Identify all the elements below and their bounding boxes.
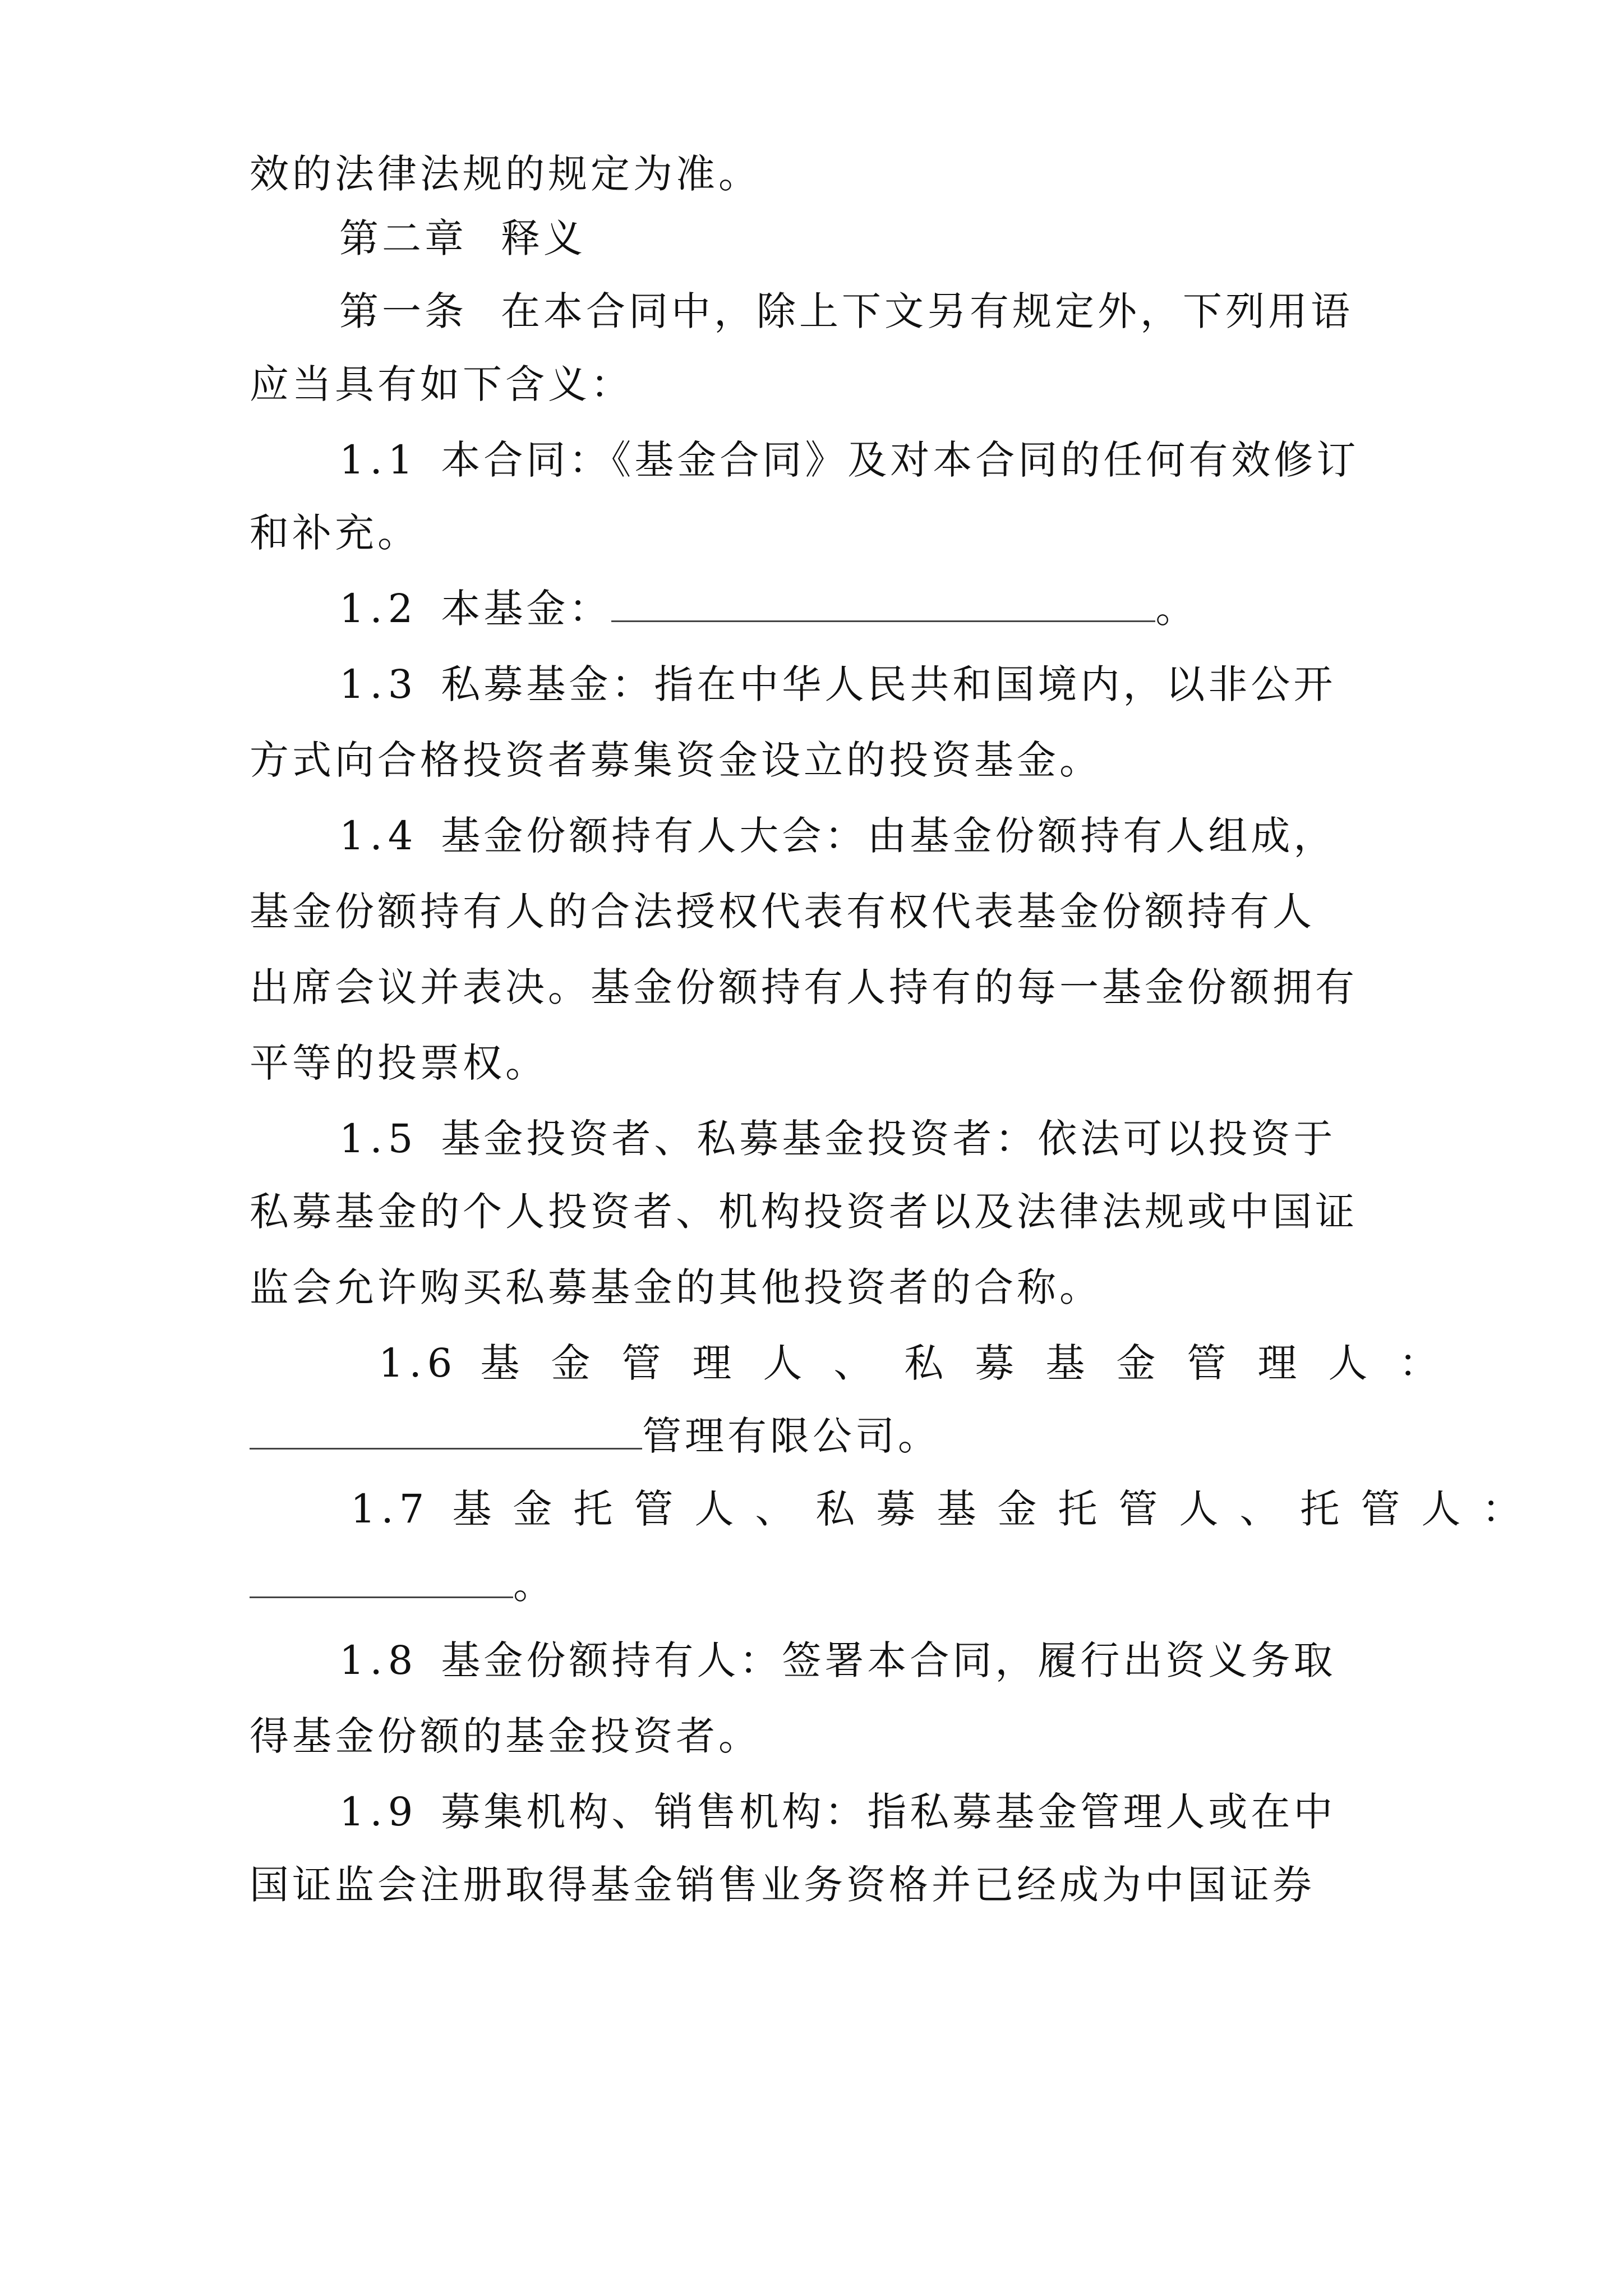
clause-number: 1.1	[339, 437, 419, 483]
clause-end: 管理有限公司。	[642, 1413, 940, 1459]
clause-end: 。	[513, 1562, 556, 1608]
clause-text: 基金托管人、私募基金托管人、托管人：	[452, 1486, 1543, 1532]
fill-in-blank	[250, 1559, 513, 1598]
clause-number: 1.5	[339, 1116, 419, 1162]
text: 国证监会注册取得基金销售业务资格并已经成为中国证券	[250, 1862, 1315, 1908]
clause-number: 1.9	[339, 1789, 419, 1835]
text: 监会允许购买私募基金的其他投资者的合称。	[250, 1264, 1102, 1310]
text: 得基金份额的基金投资者。	[250, 1713, 761, 1759]
clause-number: 1.7	[351, 1486, 430, 1532]
clause-text: 私募基金：指在中华人民共和国境内，以非公开	[441, 661, 1336, 707]
clause-number: 1.2	[339, 586, 419, 632]
text: 效的法律法规的规定为准。	[250, 151, 761, 197]
paragraph-line	[250, 1178, 1382, 1245]
paragraph-line	[250, 499, 1382, 567]
paragraph-line	[250, 1029, 1382, 1097]
clause-number: 1.8	[339, 1637, 419, 1683]
text: 方式向合格投资者募集资金设立的投资基金。	[250, 737, 1102, 783]
definition-line	[250, 1329, 1470, 1397]
text: 和补充。	[250, 510, 420, 556]
paragraph-line	[250, 726, 1382, 794]
definition-line	[250, 426, 1472, 494]
paragraph-line	[250, 351, 1382, 418]
clause-text: 基金投资者、私募基金投资者：依法可以投资于	[441, 1116, 1336, 1162]
definition-line	[250, 651, 1472, 718]
paragraph-line	[250, 954, 1382, 1021]
paragraph-line	[250, 1254, 1382, 1321]
clause-text: 本基金：	[441, 586, 612, 632]
paragraph-line	[250, 140, 1382, 208]
definition-line	[250, 1475, 1543, 1543]
paragraph-line	[250, 878, 1382, 945]
definition-line	[250, 1627, 1472, 1694]
definition-line	[250, 1105, 1472, 1172]
text: 应当具有如下含义：	[250, 361, 633, 407]
fill-in-blank	[250, 1411, 642, 1450]
fill-in-blank	[611, 583, 1155, 622]
paragraph-line	[250, 1551, 1382, 1618]
clause-text: 募集机构、销售机构：指私募基金管理人或在中	[441, 1789, 1336, 1835]
article-heading-line	[250, 278, 1472, 345]
text: 基金份额持有人的合法授权代表有权代表基金份额持有人	[250, 889, 1315, 935]
text: 出席会议并表决。基金份额持有人持有的每一基金份额拥有	[250, 964, 1358, 1010]
chapter-title: 释义	[501, 215, 586, 261]
text: 私募基金的个人投资者、机构投资者以及法律法规或中国证	[250, 1189, 1358, 1235]
text: 平等的投票权。	[250, 1040, 548, 1086]
clause-text: 本合同：《基金合同》及对本合同的任何有效修订	[441, 437, 1359, 483]
paragraph-line	[250, 1851, 1382, 1918]
chapter-heading	[250, 205, 1472, 272]
clause-text: 基金管理人、私募基金管理人：	[480, 1340, 1470, 1386]
article-number: 第一条	[339, 288, 467, 334]
paragraph-line	[250, 1402, 1382, 1470]
clause-number: 1.6	[379, 1340, 458, 1386]
document-page	[250, 0, 1543, 2296]
definition-line	[250, 802, 1472, 869]
clause-text: 基金份额持有人大会：由基金份额持有人组成，	[441, 813, 1336, 859]
definition-line	[250, 1778, 1472, 1846]
clause-number: 1.4	[339, 813, 419, 859]
clause-number: 1.3	[339, 661, 419, 707]
article-text: 在本合同中，除上下文另有规定外，下列用语	[501, 288, 1353, 334]
paragraph-line	[250, 1703, 1382, 1770]
clause-end: 。	[1155, 586, 1198, 632]
definition-line	[250, 575, 1472, 642]
chapter-number: 第二章	[339, 215, 467, 261]
clause-text: 基金份额持有人：签署本合同，履行出资义务取	[441, 1637, 1336, 1683]
